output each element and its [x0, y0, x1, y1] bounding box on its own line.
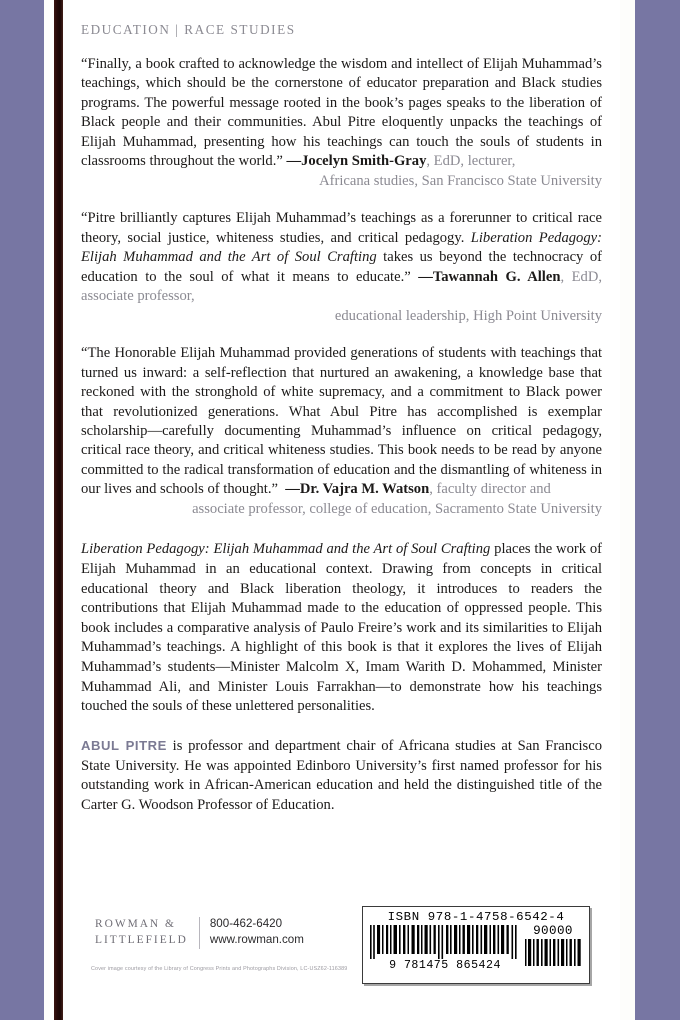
ean13-digits: 9 781475 865424	[389, 959, 501, 973]
isbn-label: ISBN 978-1-4758-6542-4	[387, 910, 565, 924]
addon-digits: 90000	[533, 924, 573, 939]
publisher-contact	[200, 916, 304, 949]
blurb-2-attribution-name: —Tawannah G. Allen	[418, 268, 561, 285]
blurb-2-text-part1: “Pitre brilliantly captures Elijah Muhammad’s teachings as a forerunner to critical race theory, social justice, whiteness studies, and critical pedagogy.	[81, 210, 602, 246]
blurb-3-attribution-name: —Dr. Vajra M. Watson	[285, 481, 430, 498]
blurb-3-attribution-line2: associate professor, college of education, Sacramento State University	[192, 500, 602, 517]
barcode-bars-row	[370, 925, 582, 972]
background-purple-right	[635, 0, 680, 1020]
blurb-2-attribution-line2: educational leadership, High Point University	[334, 307, 602, 324]
blurb-1-text: “Finally, a book crafted to acknowledge the wisdom and intellect of Elijah Muhammad’s teachings, which should be the cornerstone of educator preparation and Black studies programs. The powerful message rooted in the book’s pages speaks to the liberation of Black people and their communities. Abul Pitre eloquently unpacks the teachings of Elijah Muhammad, presenting how his teachings can touch the souls of students in classrooms throughout the world.”	[81, 56, 602, 170]
blurb-3-attribution-line2-wrap	[81, 500, 602, 519]
barcode-block	[362, 906, 590, 984]
image-credit: Cover image courtesy of the Library of Congress Prints and Photographs Division, LC-USZ62-116389	[91, 966, 348, 972]
publisher-logo-line2: LITTLEFIELD	[95, 934, 188, 947]
ean13-barcode	[370, 925, 520, 972]
author-name: ABUL PITRE	[81, 737, 167, 753]
ean13-bars	[370, 925, 520, 959]
blurb-1-attribution-role: , EdD, lecturer,	[426, 153, 516, 170]
blurb-3-text: “The Honorable Elijah Muhammad provided generations of students with teachings that turned us inward: a self-reflection that nurtured an awakening, a knowledge base that reckoned with the stronghold of white supremacy, and a commitment to Black power that revolutionized generations. What Abul Pitre has accomplished is exemplar scholarship—carefully documenting Muhammad’s influence on critical pedagogy, critical race theory, and critical whiteness studies. This book needs to be read by anyone committed to the radical transformation of education and the dismantling of whiteness in our lives and schools of thought.”	[81, 345, 602, 498]
page-gutter-right	[620, 0, 635, 1020]
author-bio	[81, 737, 602, 816]
publisher-phone: 800-462-6420	[209, 917, 283, 930]
publisher-website[interactable]: www.rowman.com	[209, 933, 304, 947]
blurb-2-text-part2: takes us beyond the technocracy of education to the soul of what it means to educate.”	[81, 249, 602, 285]
description-body: places the work of Elijah Muhammad in an educational context. Drawing from concepts in critical educational theory and Black liberation theology, it introduces to readers the contributions that Elijah Muhammad made to the education of oppressed people. This book includes a comparative analysis of Paulo Freire’s work and its similarities to Elijah Muhammad’s teachings. A highlight of this book is that it explores the lives of Elijah Muhammad’s students—Minister Malcolm X, Imam Warith D. Mohammed, Minister Muhammad Ali, and Minister Louis Farrakhan—to demonstrate how his teachings touched the souls of these unlettered personalities.	[81, 541, 602, 715]
book-spine-shadow-left	[54, 0, 63, 1020]
blurb-quote-2	[81, 209, 602, 306]
blurb-1-attribution-name: —Jocelyn Smith-Gray	[286, 153, 427, 170]
blurb-1-attribution-line2-wrap	[81, 172, 602, 191]
publisher-logo-line1: ROWMAN &	[95, 918, 176, 930]
publisher-logo	[95, 916, 199, 948]
blurb-quote-3	[81, 344, 602, 500]
blurb-2-attribution-line2-wrap	[81, 307, 602, 326]
back-cover-page	[63, 0, 620, 1020]
description-book-title: Liberation Pedagogy: Elijah Muhammad and the Art of Soul Crafting	[81, 541, 491, 558]
blurb-3-attribution-role: , faculty director and	[429, 481, 551, 498]
addon-bars	[524, 939, 582, 966]
cover-footer	[81, 904, 602, 990]
blurb-2-book-title: Liberation Pedagogy: Elijah Muhammad and the Art of Soul Crafting	[81, 229, 602, 266]
barcode-addon	[524, 925, 582, 966]
blurb-1-attribution-line2: Africana studies, San Francisco State University	[319, 172, 602, 189]
author-bio-body: is professor and department chair of Africana studies at San Francisco State University. He was appointed Edinboro University’s first named professor for his outstanding work in African-American education and held the distinguished title of the Carter G. Woodson Professor of Education.	[81, 737, 602, 813]
blurb-2-attribution-role: , EdD, associate professor,	[81, 268, 603, 305]
blurb-quote-1	[81, 55, 602, 172]
book-description	[81, 540, 602, 717]
publisher-block	[95, 916, 304, 949]
category-heading: EDUCATION | RACE STUDIES	[81, 22, 296, 37]
page-gutter-left	[44, 0, 54, 1020]
background-purple-left	[0, 0, 44, 1020]
